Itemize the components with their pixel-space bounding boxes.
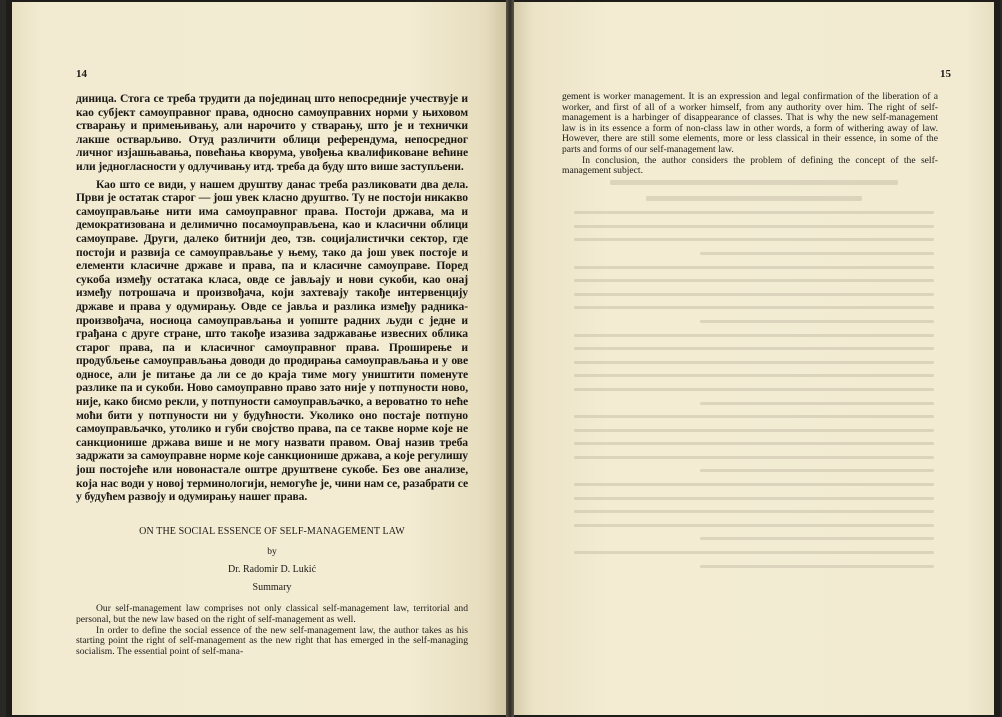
cyrillic-paragraph: диница. Стога се треба трудити да појединац што непосредније учествује и као субјект самоуправног права, односно самоуправних норми у њиховом стварању и примењивању, али нарочито у стварању, што је и технички лакше остварљиво. Отуд различити облици референдума, непосредног личног изјашњавања, повећања кворума, увођења квалификоване већине или једногласности у одлучивању итд. треба да буду што више заступљени. (76, 92, 468, 173)
cyrillic-text-block (76, 92, 468, 504)
english-paragraph: Our self-management law comprises not only classical self-management law, territorial and personal, but the new law based on the right of self-management as well. (76, 603, 468, 625)
article-by: by (267, 547, 277, 557)
english-summary-block (76, 604, 468, 658)
article-title: ON THE SOCIAL ESSENCE OF SELF-MANAGEMENT LAW (139, 526, 405, 537)
page-number-left: 14 (76, 68, 87, 80)
english-paragraph: gement is worker management. It is an expression and legal confirmation of the liberation of a worker, and first of all of a worker himself, from any authority over him. The right of self-management is a harbinger of disappearance of classes. That is why the new self-management law is in its essence a form of non-class law in other words, a form of withering away of law. However, there are still some elements, more or less classical in their essence, in some of the parts and forms of our self-management law. (562, 91, 938, 155)
english-paragraph: In conclusion, the author considers the problem of defining the concept of the self-management subject. (562, 154, 938, 177)
article-author: Dr. Radomir D. Lukić (227, 564, 317, 575)
left-page (12, 2, 506, 715)
english-paragraph: In order to define the social essence of the new self-management law, the author takes as his starting point the right of self-management as the new right that has emerged in the self-managing socialism. The essential point of self-mana- (76, 624, 468, 658)
cyrillic-paragraph: Као што се види, у нашем друштву данас треба разликовати два дела. Први је остатак старог — још увек класно друштво. Ту не постоји никакво самоуправљање нити има самоуправног права. Постоји држава, ма и демократизована и делимично посамоуправљена, као и класични облици самоуправе. Други, далеко битнији део, тзв. социјалистички сектор, где постоји и развија се самоуправљање у њему, тако да још увек постоје и елементи класичне државе и права, па и класичне самоуправе. Поред сукоба између остатака класа, овде се јављају и нови сукоби, као онај између потрошача и произвођача, који захтевају такође интервенцију државе и права у одумирању. Овде се јавља и разлика између радника-произвођача, носиоца самоуправљања и уопште радних људи с једне и грађана с друге стране, што такође изазива задржавање извесних облика старог права, па и класичног самоуправног права. Проширење и продубљење самоуправљања доводи до продирања самоуправљања и у ове односе, али је питање да ли се до краја тиме могу уништити поменуте разлике па и сукоби. Ново самоуправно право зато није у потпуности ново, није, како бисмо рекли, у потпуности самоуправљачко, а вероватно то неће моћи бити у потпуности ни у будућности. Уколико оно постаје потпуно самоуправљачко, утолико и губи својство права, па се такве норме које не санкционише држава више и не могу назвати правом. Овај назив треба задржати за самоуправне норме које санкционише држава, а које регулишу још постојеће или новонастале оштре друштвене сукобе. Без ове анализе, која нас води у новој терминологији, немогуће је, чини нам се, разабрати се у будућем развоју и одумирању нашег права. (76, 177, 468, 504)
summary-heading: Summary (252, 582, 292, 593)
book-gutter (506, 0, 514, 717)
page-number-right: 15 (940, 68, 951, 80)
right-page (514, 2, 994, 715)
english-continuation-block (562, 92, 938, 177)
show-through-text (574, 180, 934, 660)
